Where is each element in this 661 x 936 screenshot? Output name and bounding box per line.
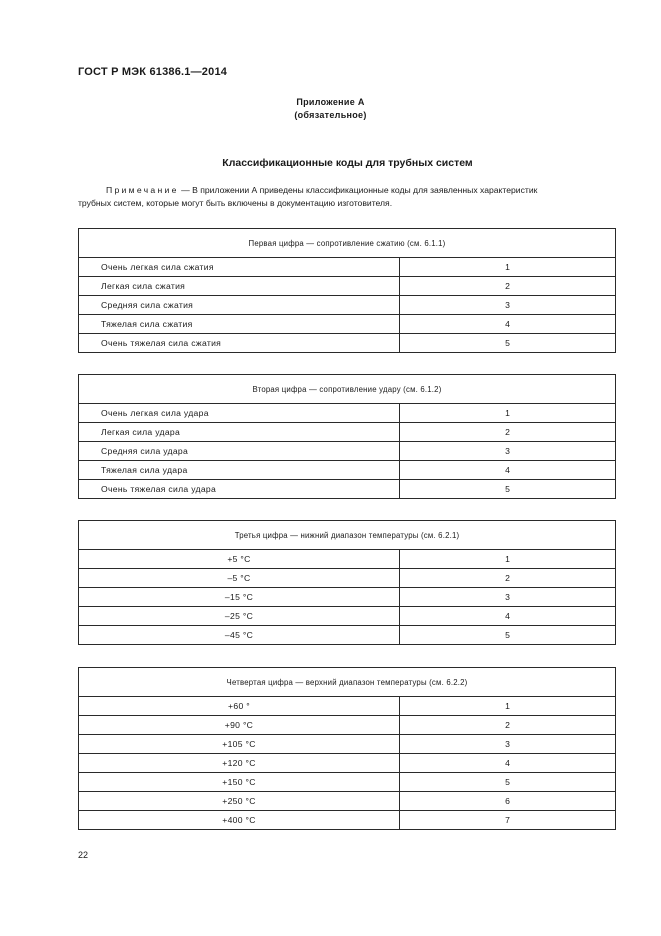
table-cell-label: Тяжелая сила сжатия — [79, 315, 400, 334]
note-label: Примечание — [106, 185, 179, 195]
table-cell-label: +150 °C — [79, 773, 400, 792]
table-row — [79, 792, 616, 811]
table-cell-label: Тяжелая сила удара — [79, 461, 400, 480]
table-row — [79, 626, 616, 645]
table-cell-label: +90 °C — [79, 716, 400, 735]
table-cell-code: 5 — [400, 334, 616, 353]
table-cell-code: 3 — [400, 735, 616, 754]
table-row — [79, 296, 616, 315]
table-cell-label: –15 °C — [79, 588, 400, 607]
annex-status: (обязательное) — [294, 110, 367, 120]
table-row — [79, 404, 616, 423]
table-heading: Третья цифра — нижний диапазон температуры (см. 6.2.1) — [79, 521, 616, 550]
table-cell-label: Очень легкая сила сжатия — [79, 258, 400, 277]
table-row — [79, 423, 616, 442]
classification-table-fourth-digit — [78, 667, 616, 830]
table-row — [79, 811, 616, 830]
table-heading: Вторая цифра — сопротивление удару (см. 6.1.2) — [79, 375, 616, 404]
table-cell-code: 1 — [400, 697, 616, 716]
table-row — [79, 550, 616, 569]
table-cell-code: 4 — [400, 754, 616, 773]
table-cell-label: +105 °C — [79, 735, 400, 754]
table-cell-code: 4 — [400, 461, 616, 480]
table-row — [79, 480, 616, 499]
table-row — [79, 442, 616, 461]
table-row — [79, 754, 616, 773]
table-cell-code: 5 — [400, 480, 616, 499]
table-row — [79, 315, 616, 334]
table-cell-code: 2 — [400, 423, 616, 442]
page-number: 22 — [78, 850, 89, 860]
table-cell-code: 5 — [400, 626, 616, 645]
table-cell-code: 3 — [400, 588, 616, 607]
table-cell-label: –5 °C — [79, 569, 400, 588]
table-cell-label: Очень тяжелая сила удара — [79, 480, 400, 499]
note-text-line2: трубных систем, которые могут быть включены в документацию изготовителя. — [78, 198, 393, 208]
annex-title: Приложение А — [296, 97, 365, 107]
table-cell-label: +250 °C — [79, 792, 400, 811]
classification-table-third-digit — [78, 520, 616, 645]
table-row — [79, 735, 616, 754]
table-cell-label: Очень тяжелая сила сжатия — [79, 334, 400, 353]
table-heading: Первая цифра — сопротивление сжатию (см. 6.1.1) — [79, 229, 616, 258]
table-cell-code: 2 — [400, 569, 616, 588]
table-cell-code: 1 — [400, 258, 616, 277]
table-cell-code: 1 — [400, 550, 616, 569]
table-cell-label: Средняя сила удара — [79, 442, 400, 461]
table-row — [79, 277, 616, 296]
table-cell-label: Очень легкая сила удара — [79, 404, 400, 423]
table-cell-code: 3 — [400, 442, 616, 461]
table-row — [79, 607, 616, 626]
table-cell-label: +60 ° — [79, 697, 400, 716]
table-cell-code: 4 — [400, 607, 616, 626]
table-cell-label: +120 °C — [79, 754, 400, 773]
table-cell-label: Легкая сила удара — [79, 423, 400, 442]
table-cell-code: 1 — [400, 404, 616, 423]
table-cell-code: 3 — [400, 296, 616, 315]
table-cell-label: +400 °C — [79, 811, 400, 830]
classification-table-second-digit — [78, 374, 616, 499]
table-cell-label: –25 °C — [79, 607, 400, 626]
table-cell-code: 2 — [400, 716, 616, 735]
classification-table-first-digit — [78, 228, 616, 353]
table-cell-label: Легкая сила сжатия — [79, 277, 400, 296]
table-row — [79, 461, 616, 480]
table-row — [79, 697, 616, 716]
table-row — [79, 588, 616, 607]
table-cell-label: +5 °C — [79, 550, 400, 569]
table-cell-code: 4 — [400, 315, 616, 334]
table-cell-code: 2 — [400, 277, 616, 296]
annex-heading — [0, 96, 661, 122]
table-row — [79, 716, 616, 735]
document-header: ГОСТ Р МЭК 61386.1—2014 — [78, 66, 228, 78]
table-row — [79, 334, 616, 353]
table-cell-code: 6 — [400, 792, 616, 811]
table-cell-label: –45 °C — [79, 626, 400, 645]
table-row — [79, 773, 616, 792]
table-cell-label: Средняя сила сжатия — [79, 296, 400, 315]
section-title: Классификационные коды для трубных систем — [222, 157, 473, 169]
table-heading: Четвертая цифра — верхний диапазон температуры (см. 6.2.2) — [79, 668, 616, 697]
note-text-line1: — В приложении А приведены классификационные коды для заявленных характеристик — [178, 185, 538, 195]
table-cell-code: 5 — [400, 773, 616, 792]
table-row — [79, 258, 616, 277]
table-cell-code: 7 — [400, 811, 616, 830]
note-paragraph — [78, 184, 615, 210]
table-row — [79, 569, 616, 588]
